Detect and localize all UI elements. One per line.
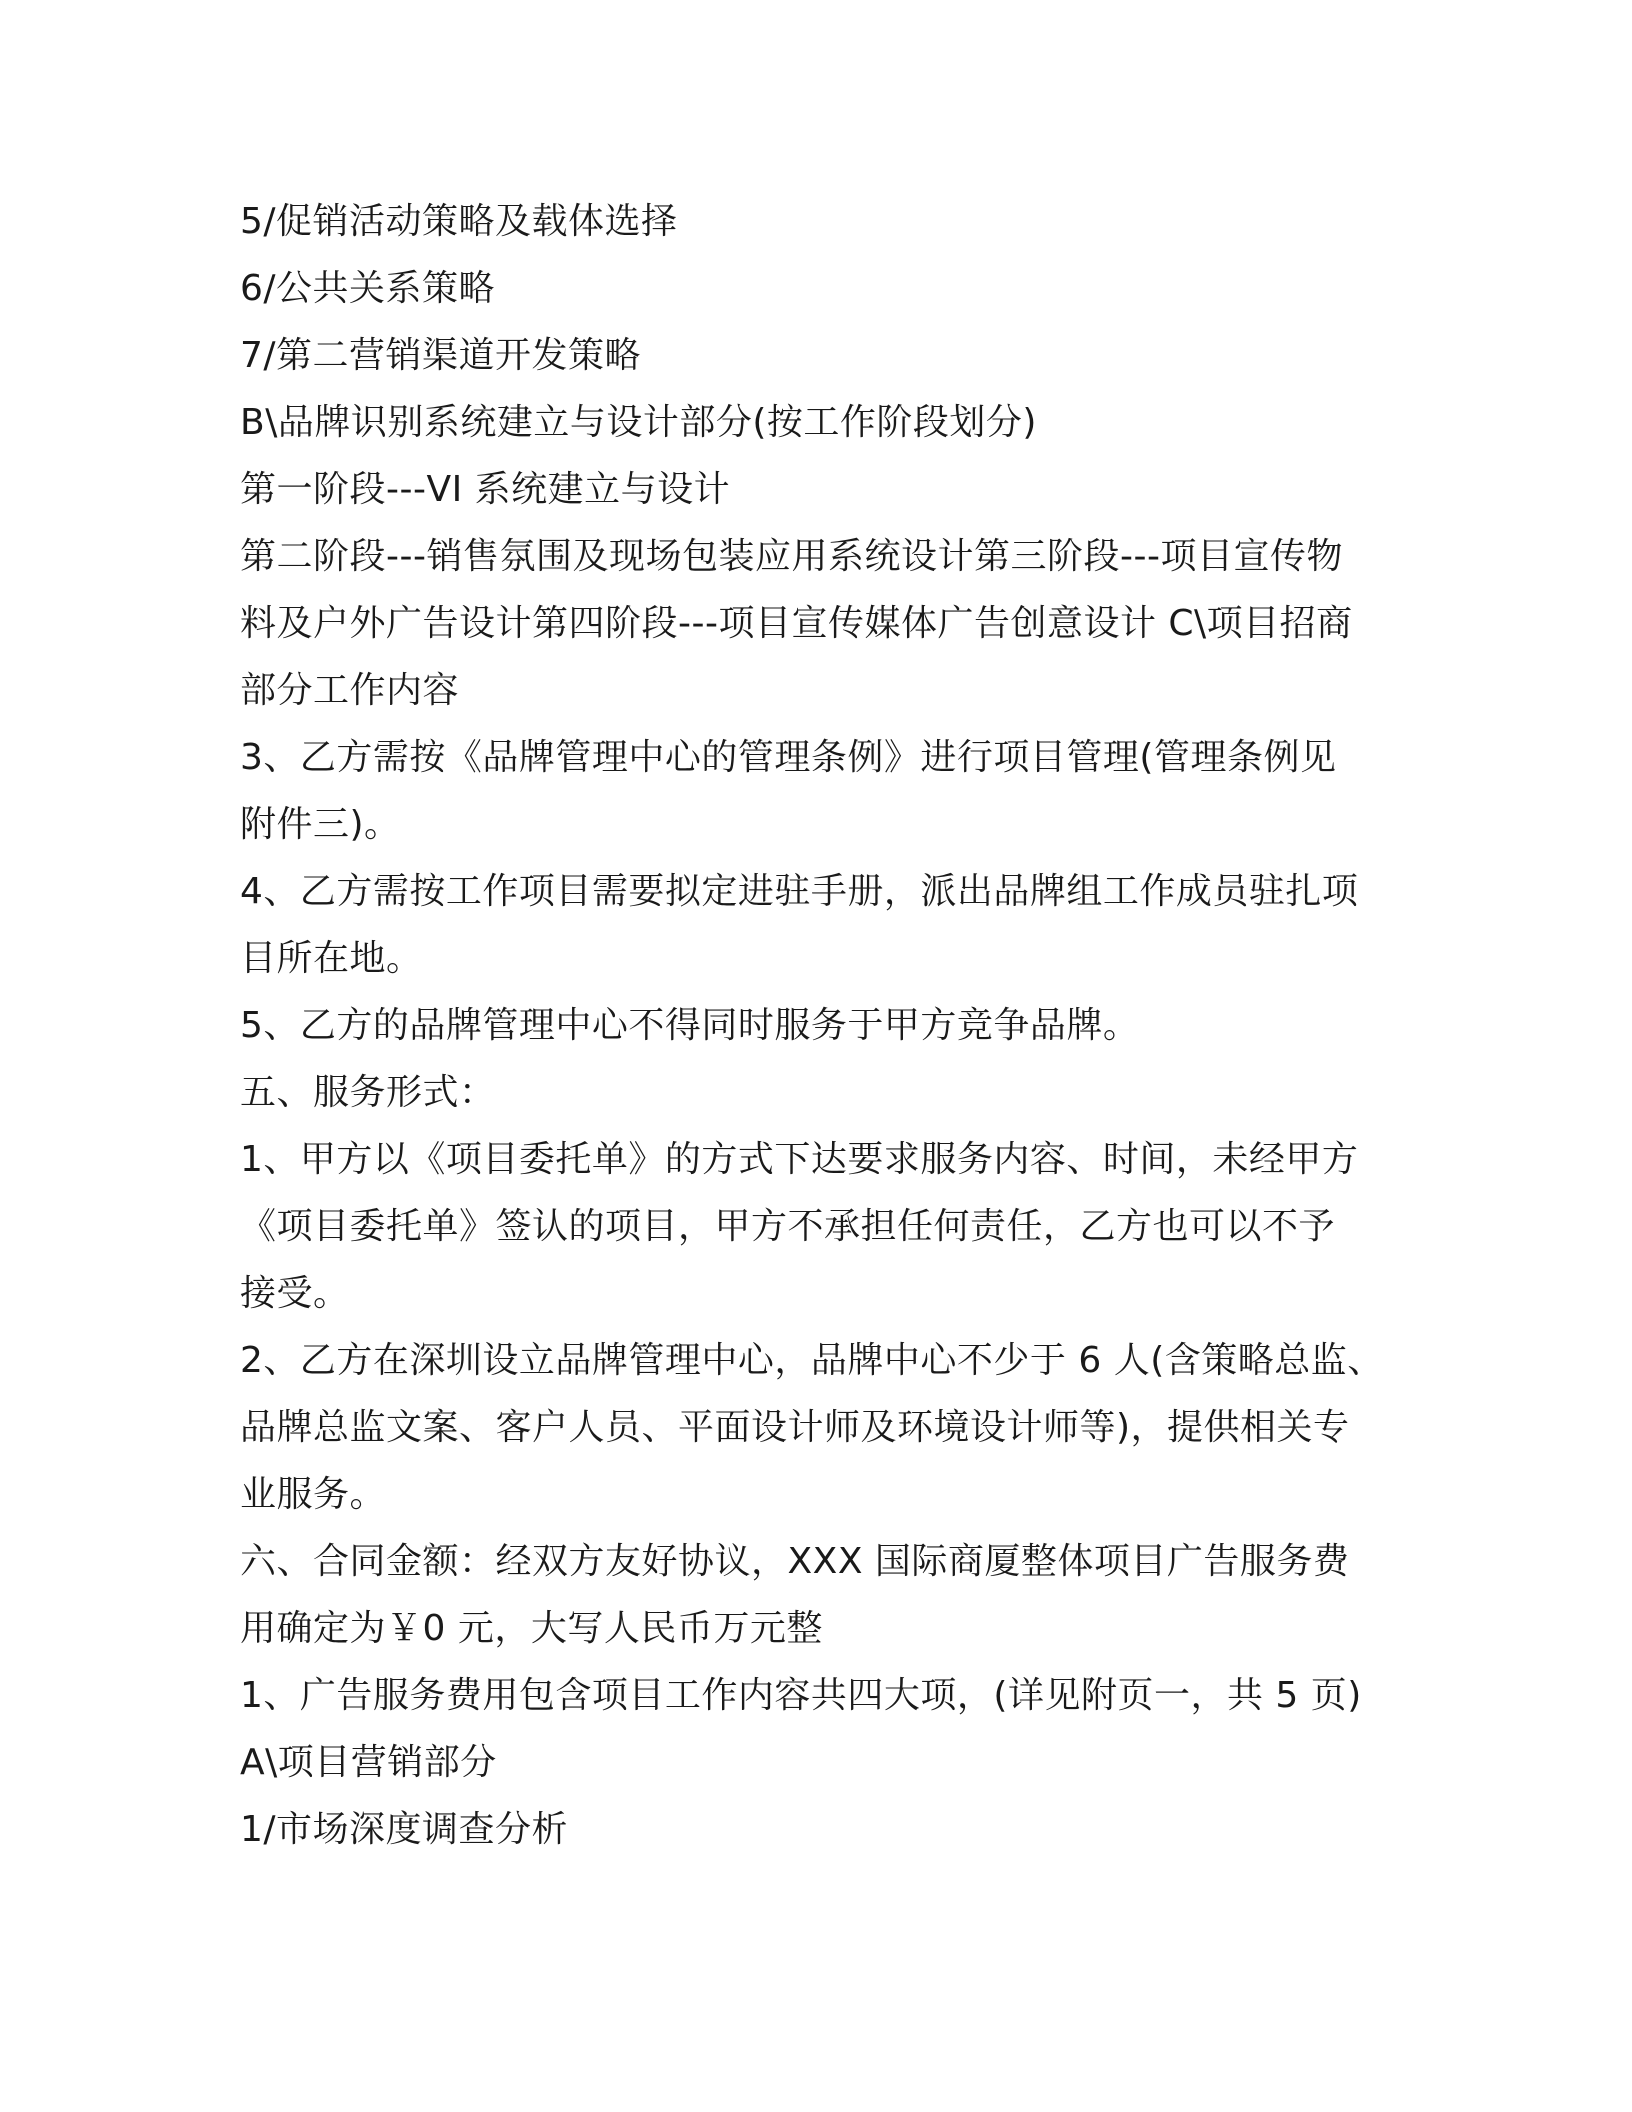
section-heading-service-form: 五、服务形式： <box>240 1072 496 1113</box>
text-line: 接受。 <box>240 1273 350 1314</box>
text-line: 料及户外广告设计第四阶段---项目宣传媒体广告创意设计 C\项目招商 <box>240 603 1353 644</box>
document-body <box>240 188 1384 1863</box>
text-line: 4、乙方需按工作项目需要拟定进驻手册，派出品牌组工作成员驻扎项 <box>240 871 1359 912</box>
text-line: 第一阶段---VI 系统建立与设计 <box>240 469 731 510</box>
text-line: 业服务。 <box>240 1474 387 1515</box>
text-line: 用确定为￥0 元，大写人民币万元整 <box>240 1608 823 1649</box>
text-line: 目所在地。 <box>240 938 423 979</box>
text-line: 2、乙方在深圳设立品牌管理中心，品牌中心不少于 6 人(含策略总监、 <box>240 1340 1384 1381</box>
section-heading-a: A\项目营销部分 <box>240 1742 497 1783</box>
text-line: 《项目委托单》签认的项目，甲方不承担任何责任，乙方也可以不予 <box>240 1206 1336 1247</box>
section-heading-contract-amount: 六、合同金额：经双方友好协议，XXX 国际商厦整体项目广告服务费 <box>240 1541 1350 1582</box>
text-line: 3、乙方需按《品牌管理中心的管理条例》进行项目管理(管理条例见 <box>240 737 1337 778</box>
text-line: 附件三)。 <box>240 804 401 845</box>
text-line: 5/促销活动策略及载体选择 <box>240 201 678 242</box>
text-line: 1/市场深度调查分析 <box>240 1809 569 1850</box>
text-line: 品牌总监文案、客户人员、平面设计师及环境设计师等)，提供相关专 <box>240 1407 1350 1448</box>
section-heading-b: B\品牌识别系统建立与设计部分(按工作阶段划分) <box>240 402 1037 443</box>
text-line: 7/第二营销渠道开发策略 <box>240 335 642 376</box>
text-line: 6/公共关系策略 <box>240 268 496 309</box>
text-line: 1、甲方以《项目委托单》的方式下达要求服务内容、时间，未经甲方 <box>240 1139 1359 1180</box>
text-line: 1、广告服务费用包含项目工作内容共四大项，(详见附页一，共 5 页) <box>240 1675 1362 1716</box>
text-line: 5、乙方的品牌管理中心不得同时服务于甲方竞争品牌。 <box>240 1005 1140 1046</box>
text-line: 部分工作内容 <box>240 670 460 711</box>
text-line: 第二阶段---销售氛围及现场包装应用系统设计第三阶段---项目宣传物 <box>240 536 1343 577</box>
